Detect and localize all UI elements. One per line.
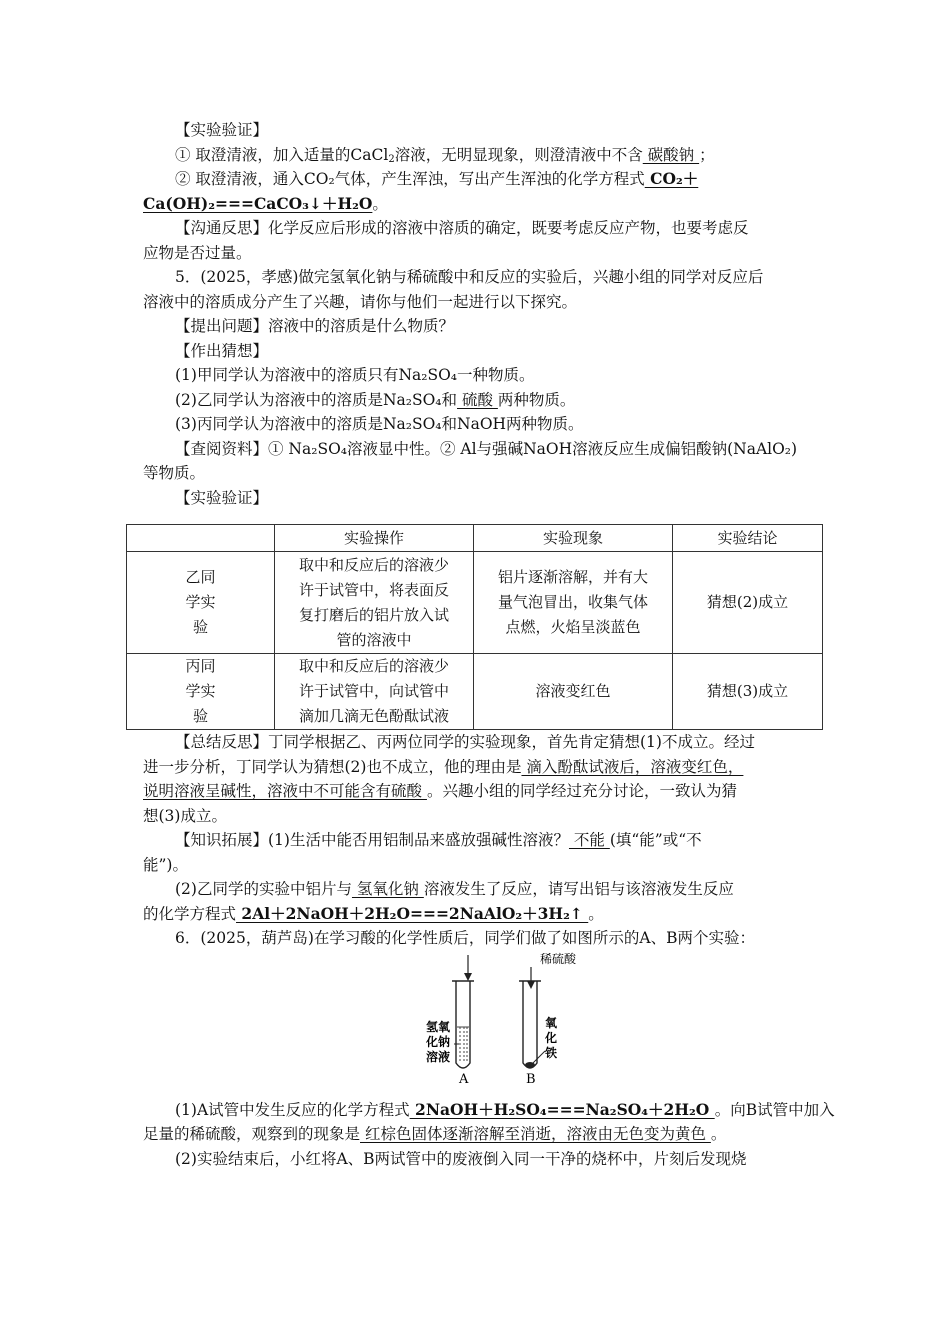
- text-line: 【沟通反思】化学反应后形成的溶液中溶质的确定，既要考虑反应产物，也要考虑反: [175, 219, 749, 237]
- naoh-label: 氢氧: [426, 1019, 451, 1034]
- answer-blank: Ca(OH)₂===CaCO₃↓＋H₂O: [143, 193, 373, 213]
- table-cell: 铝片逐渐溶解，并有大 量气泡冒出，收集气体 点燃，火焰呈淡蓝色: [474, 552, 673, 654]
- test-tubes-diagram: [143, 951, 823, 1086]
- table-cell: 溶液变红色: [474, 654, 673, 730]
- test-tube-figure: [143, 951, 823, 1086]
- section-heading: 【实验验证】: [175, 121, 269, 139]
- answer-blank: 碳酸钠: [642, 145, 700, 164]
- question-6-title: 6．(2025，葫芦岛)在学习酸的化学性质后，同学们做了如图所示的A、B两个实验：: [175, 929, 755, 947]
- text-line: 应物是否过量。: [143, 243, 252, 262]
- answer-blank: CO₂＋: [644, 169, 699, 188]
- label-a: A: [459, 1071, 469, 1086]
- answer-blank: 氢氧化钠: [351, 880, 424, 898]
- table-header: 实验结论: [673, 525, 823, 552]
- svg-text:化: 化: [545, 1030, 558, 1045]
- acid-label: 稀硫酸: [540, 951, 577, 966]
- arrow-b-head: [527, 981, 535, 989]
- table-row: [127, 654, 823, 730]
- text-line: 【总结反思】丁同学根据乙、丙两位同学的实验现象，首先肯定猜想(1)不成立。经过: [175, 733, 755, 751]
- text-line: 【查阅资料】① Na₂SO₄溶液显中性。② Al与强碱NaOH溶液反应生成偏铝酸钠(NaAlO₂): [175, 439, 798, 458]
- text-line: 的化学方程式 2Al＋2NaOH＋2H₂O===2NaAlO₂＋3H₂↑ 。: [143, 903, 604, 923]
- text-line: ① 取澄清液，加入适量的CaCl$_2$溶液，无明显现象，则澄清液中不含 碳酸钠 ；: [175, 145, 715, 165]
- answer-blank: 说明溶液呈碱性，溶液中不可能含有硫酸: [143, 782, 427, 800]
- arrow-a-head: [464, 973, 472, 981]
- answer-blank: 滴入酚酞试液后，溶液变红色，: [521, 757, 744, 776]
- text-line: 【提出问题】溶液中的溶质是什么物质？: [175, 317, 455, 335]
- text-line: (1)A试管中发生反应的化学方程式 2NaOH＋H₂SO₄===Na₂SO₄＋2H₂O 。向B试管中加入: [175, 1099, 835, 1119]
- question-5-title: 5．(2025，孝感)做完氢氧化钠与稀硫酸中和反应的实验后，兴趣小组的同学对反应后: [175, 268, 764, 286]
- text-line: 【知识拓展】(1)生活中能否用铝制品来盛放强碱性溶液？ 不能 (填“能”或“不: [175, 831, 702, 849]
- text-line: (2)乙同学认为溶液中的溶质是Na₂SO₄和 硫酸 两种物质。: [175, 390, 576, 409]
- answer-blank: 2Al＋2NaOH＋2H₂O===2NaAlO₂＋3H₂↑: [236, 903, 589, 923]
- section-heading: 【作出猜想】: [175, 341, 269, 360]
- text-line: (1)甲同学认为溶液中的溶质只有Na₂SO₄一种物质。: [175, 366, 535, 384]
- fe2o3-label: 氧: [545, 1015, 558, 1030]
- text-line: 能”)。: [143, 855, 188, 874]
- text-line: 想(3)成立。: [143, 806, 227, 825]
- table-cell: 取中和反应后的溶液少 许于试管中，向试管中 滴加几滴无色酚酞试液: [275, 654, 474, 730]
- answer-blank: 2NaOH＋H₂SO₄===Na₂SO₄＋2H₂O: [409, 1099, 715, 1119]
- table-row: [127, 552, 823, 654]
- text-line: Ca(OH)₂===CaCO₃↓＋H₂O。: [143, 193, 388, 213]
- answer-blank: 红棕色固体逐渐溶解至消逝，溶液由无色变为黄色: [360, 1125, 711, 1143]
- experiment-table: [126, 524, 823, 730]
- test-tube-b: [523, 981, 537, 1068]
- document-page: [143, 118, 835, 1171]
- svg-text:铁: 铁: [545, 1045, 558, 1060]
- answer-blank: 不能: [568, 831, 610, 849]
- table-header-row: [127, 525, 823, 552]
- section-heading: 【实验验证】: [175, 488, 269, 507]
- table-header: 实验操作: [275, 525, 474, 552]
- text-line: 等物质。: [143, 464, 206, 482]
- text-line: (3)丙同学认为溶液中的溶质是Na₂SO₄和NaOH两种物质。: [175, 415, 584, 433]
- text-line: 足量的稀硫酸，观察到的现象是 红棕色固体逐渐溶解至消逝，溶液由无色变为黄色 。: [143, 1125, 727, 1143]
- text-line: (2)乙同学的实验中铝片与 氢氧化钠 溶液发生了反应，请写出铝与该溶液发生反应: [175, 880, 734, 898]
- table-header: 实验现象: [474, 525, 673, 552]
- text-line: ② 取澄清液，通入CO₂气体，产生浑浊，写出产生浑浊的化学方程式 CO₂＋: [175, 169, 699, 188]
- text-line: 溶液中的溶质成分产生了兴趣，请你与他们一起进行以下探究。: [143, 292, 578, 311]
- table-cell: 乙同 学实 验: [127, 552, 275, 654]
- table-cell: 猜想(2)成立: [673, 552, 823, 654]
- table-cell: 丙同 学实 验: [127, 654, 275, 730]
- label-b: B: [526, 1071, 536, 1086]
- test-tube-a: [456, 981, 470, 1068]
- text-line: (2)实验结束后，小红将A、B两试管中的废液倒入同一干净的烧杯中，片刻后发现烧: [175, 1149, 747, 1168]
- table-cell: 取中和反应后的溶液少 许于试管中，将表面反 复打磨后的铝片放入试 管的溶液中: [275, 552, 474, 654]
- text-line: 进一步分析，丁同学认为猜想(2)也不成立，他的理由是 滴入酚酞试液后，溶液变红色，: [143, 757, 744, 776]
- text-line: 说明溶液呈碱性，溶液中不可能含有硫酸 。兴趣小组的同学经过充分讨论，一致认为猜: [143, 782, 737, 800]
- answer-blank: 硫酸: [457, 390, 498, 409]
- table-cell: 猜想(3)成立: [673, 654, 823, 730]
- svg-text:化钠: 化钠: [426, 1034, 451, 1049]
- table-header: [127, 525, 275, 552]
- svg-text:溶液: 溶液: [426, 1049, 451, 1064]
